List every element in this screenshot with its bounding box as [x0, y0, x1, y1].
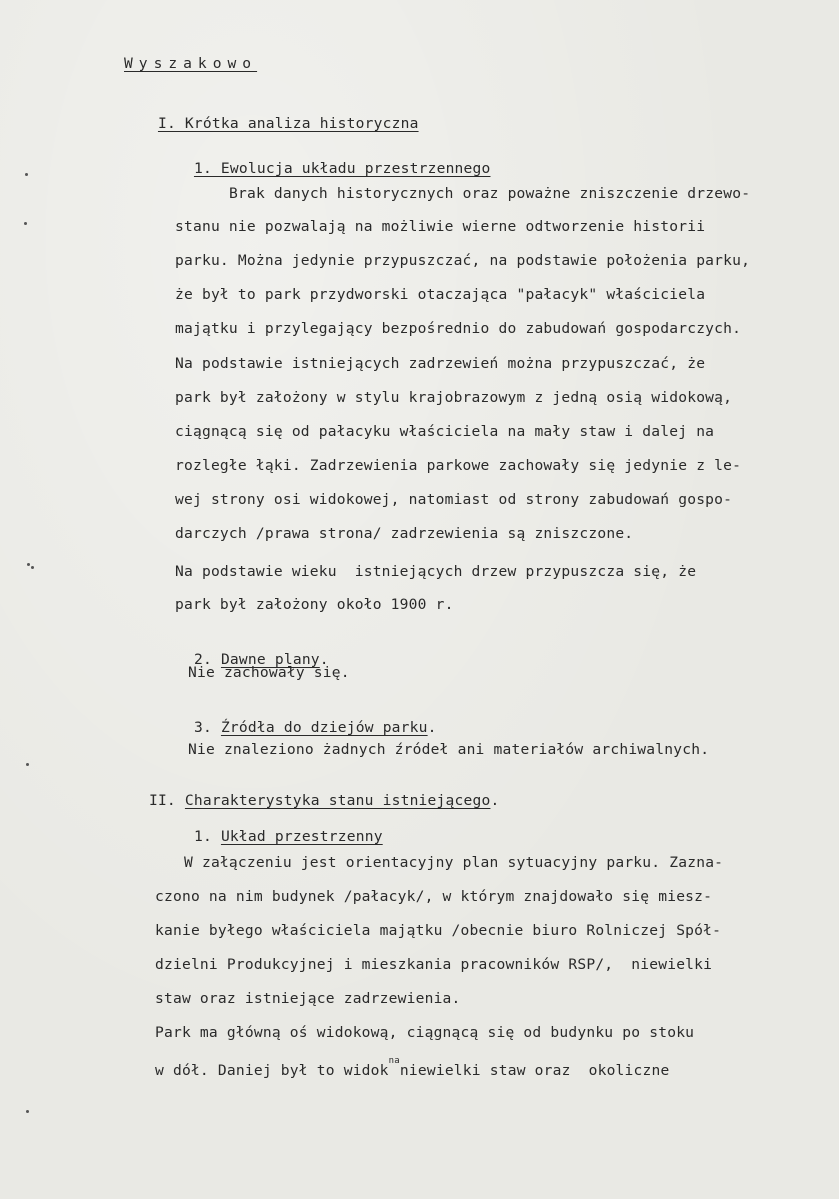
- paragraph-line: Nie zachowały się.: [188, 664, 350, 681]
- paragraph-line: Na podstawie wieku istniejących drzew przypuszcza się, że: [175, 563, 697, 580]
- paragraph-line: Na podstawie istniejących zadrzewień można przypuszczać, że: [175, 355, 706, 372]
- handwritten-insertion: na: [388, 1056, 400, 1066]
- paragraph-line: stanu nie pozwalają na możliwie wierne odtworzenie historii: [175, 218, 706, 235]
- paragraph-line: w dół. Daniej był to widok$^{na}$niewielki staw oraz okoliczne: [155, 1056, 670, 1079]
- paragraph-line: wej strony osi widokowej, natomiast od strony zabudowań gospo-: [175, 491, 733, 508]
- paragraph-line: Nie znaleziono żadnych źródeł ani materiałów archiwalnych.: [188, 741, 710, 758]
- paragraph-line: staw oraz istniejące zadrzewienia.: [155, 990, 461, 1007]
- section-1-3-heading: 3. Źródła do dziejów parku.: [193, 719, 437, 736]
- margin-mark: [26, 1110, 29, 1113]
- margin-mark: [24, 222, 27, 225]
- paragraph-line: majątku i przylegający bezpośrednio do zabudowań gospodarczych.: [175, 320, 742, 337]
- paragraph-line: czono na nim budynek /pałacyk/, w którym znajdowało się miesz-: [155, 888, 713, 905]
- margin-mark: [25, 173, 28, 176]
- paragraph-line: dzielni Produkcyjnej i mieszkania pracowników RSP/, niewielki: [155, 956, 713, 973]
- margin-mark: [31, 566, 34, 569]
- paragraph-line: parku. Można jedynie przypuszczać, na podstawie położenia parku,: [175, 252, 751, 269]
- section-1-heading: I. Krótka analiza historyczna: [157, 115, 419, 132]
- paragraph-line: kanie byłego właściciela majątku /obecnie biuro Rolniczej Spół-: [155, 922, 722, 939]
- paragraph-line: darczych /prawa strona/ zadrzewienia są zniszczone.: [175, 525, 634, 542]
- paragraph-line: że był to park przydworski otaczająca "pałacyk" właściciela: [175, 286, 706, 303]
- margin-mark: [27, 563, 30, 566]
- section-1-1-heading: 1. Ewolucja układu przestrzennego: [193, 160, 491, 177]
- document-title: Wyszakowo: [124, 55, 258, 72]
- section-2-heading: II. Charakterystyka stanu istniejącego.: [148, 792, 500, 809]
- margin-mark: [26, 763, 29, 766]
- paragraph-line: rozległe łąki. Zadrzewienia parkowe zachowały się jedynie z le-: [175, 457, 742, 474]
- paragraph-line: Brak danych historycznych oraz poważne zniszczenie drzewo-: [229, 185, 751, 202]
- paragraph-line: park był założony w stylu krajobrazowym z jedną osią widokową,: [175, 389, 733, 406]
- paragraph-line: ciągnącą się od pałacyku właściciela na mały staw i dalej na: [175, 423, 715, 440]
- paragraph-line: W załączeniu jest orientacyjny plan sytuacyjny parku. Zazna-: [184, 854, 724, 871]
- section-1-2-heading: 2. Dawne plany.: [193, 651, 329, 668]
- paragraph-line: Park ma główną oś widokową, ciągnącą się od budynku po stoku: [155, 1024, 695, 1041]
- section-2-1-heading: 1. Układ przestrzenny: [193, 828, 383, 845]
- paragraph-line: park był założony około 1900 r.: [175, 596, 454, 613]
